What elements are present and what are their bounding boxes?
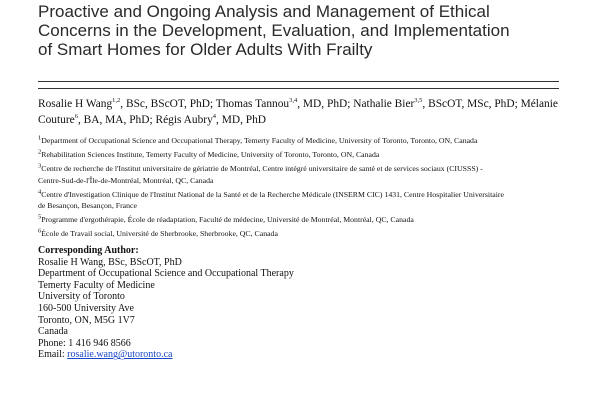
affiliation-text: Centre de recherche de l'Institut universitaire de gériatrie de Montréal, Centre intégré universitaire de santé et de services sociaux (CIUSSS) - — [41, 164, 483, 173]
author-line — [38, 112, 560, 128]
affiliation — [38, 214, 566, 226]
contact-line: Temerty Faculty of Medicine — [38, 279, 155, 291]
title-line: Concerns in the Development, Evaluation, and Implementation — [38, 21, 510, 40]
author-name: Nathalie Bier — [353, 98, 415, 110]
affiliation-number: 6 — [38, 227, 42, 235]
affiliation — [38, 228, 566, 240]
author-degrees: , BScOT, MSc, PhD; Mélanie — [422, 98, 558, 110]
affiliation — [38, 135, 566, 147]
author-degrees: , MD, PhD — [216, 114, 267, 126]
author-affiliation-marker: 4 — [212, 113, 217, 121]
affiliation-number: 1 — [38, 134, 42, 142]
author-name: Thomas Tannou — [215, 98, 290, 110]
contact-line: Department of Occupational Science and Occupational Therapy — [38, 268, 294, 280]
title-rule-bottom — [38, 88, 559, 89]
title-rule-top — [38, 81, 559, 82]
email-label: Email: — [38, 349, 68, 361]
affiliation-text: Department of Occupational Science and Occupational Therapy, Temerty Faculty of Medicine, University of Toronto, Toronto, ON, Canada — [41, 136, 478, 145]
author-affiliation-marker: 6 — [74, 113, 78, 121]
title-line: Proactive and Ongoing Analysis and Management of Ethical — [38, 2, 490, 21]
affiliation-text: Programme d'ergothérapie, École de réadaptation, Faculté de médecine, Université de Montréal, Montréal, QC, Canada — [41, 215, 414, 224]
email-link[interactable]: rosalie.wang@utoronto.ca — [67, 349, 173, 361]
affiliation-number: 4 — [38, 187, 42, 195]
contact-line: Rosalie H Wang, BSc, BScOT, PhD — [38, 256, 182, 268]
corresponding-author-heading: Corresponding Author: — [38, 245, 139, 256]
author-affiliation-marker: 3,5 — [414, 97, 423, 105]
contact-line: Phone: 1 416 946 8566 — [38, 337, 131, 349]
affiliation-text: Rehabilitation Sciences Institute, Temerty Faculty of Medicine, University of Toronto, Toronto, ON, Canada — [41, 150, 380, 159]
affiliation-number: 5 — [38, 213, 42, 221]
author-affiliation-marker: 3,4 — [289, 97, 298, 105]
affiliation-text: École de Travail social, Université de Sherbrooke, Sherbrooke, QC, Canada — [41, 229, 278, 238]
contact-line: University of Toronto — [38, 291, 125, 303]
affiliation-text: Centre d'Investigation Clinique de l'Institut National de la Santé et de la Recherche Médicale (INSERM CIC) 1431, Centre Hospitalier Universitaire — [41, 189, 504, 199]
affiliation-continuation: Centre-Sud-de-l'Île-de-Montréal, Montréal, QC, Canada — [38, 175, 214, 185]
corresponding-author — [38, 245, 294, 361]
contact-line: Toronto, ON, M5G 1V7 — [38, 314, 135, 326]
author-degrees: , BSc, BScOT, PhD; — [120, 98, 216, 110]
affiliation-number: 3 — [38, 162, 42, 170]
author-degrees: , MD, PhD; — [297, 98, 354, 110]
affiliation — [38, 189, 566, 201]
affiliation — [38, 149, 566, 161]
affiliation-number: 2 — [38, 148, 42, 156]
author-degrees: , BA, MA, PhD; — [77, 114, 156, 126]
email-line — [38, 349, 294, 361]
affiliation-continuation: de Besançon, Besançon, France — [38, 201, 137, 210]
author-name: Rosalie H Wang — [38, 98, 113, 110]
author-list — [38, 96, 560, 128]
author-affiliation-marker: 1,2 — [112, 97, 121, 105]
affiliation-list — [38, 135, 566, 240]
author-line — [38, 96, 560, 112]
author-name: Couture — [38, 114, 75, 126]
paper-title — [38, 2, 578, 59]
contact-line: Canada — [38, 326, 68, 338]
contact-line: 160-500 University Ave — [38, 302, 134, 314]
title-line: of Smart Homes for Older Adults With Frailty — [38, 40, 373, 59]
author-name: Régis Aubry — [155, 114, 213, 126]
affiliation — [38, 163, 566, 175]
